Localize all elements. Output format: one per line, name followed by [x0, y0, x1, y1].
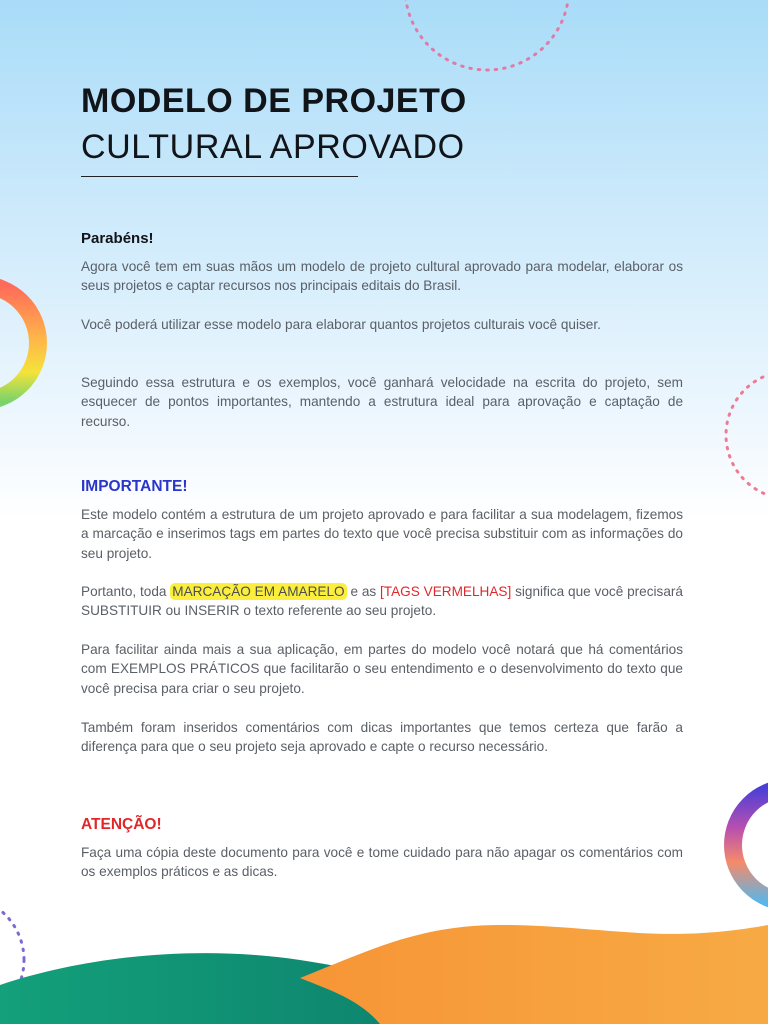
title-line-1: MODELO DE PROJETO — [81, 82, 467, 120]
important-paragraph-3-wrap — [81, 640, 683, 698]
intro-paragraph-3-wrap — [81, 373, 683, 431]
p2-text-before: Portanto, toda — [81, 584, 171, 599]
intro-paragraph-3: Seguindo essa estrutura e os exemplos, você ganhará velocidade na escrita do projeto, sem esquecer de pontos importantes, mantendo a estrutura ideal para aprovação e captação de recurso. — [81, 375, 683, 429]
p2-text-middle: e as — [346, 584, 381, 599]
important-paragraph-3: Para facilitar ainda mais a sua aplicação, em partes do modelo você notará que há comentários com EXEMPLOS PRÁTICOS que facilitarão o seu entendimento e o desenvolvimento do texto que você precisa para criar o seu projeto. — [81, 642, 683, 696]
intro-heading: Parabéns! — [81, 230, 154, 247]
important-heading: IMPORTANTE! — [81, 478, 188, 495]
important-paragraph-4: Também foram inseridos comentários com dicas importantes que temos certeza que farão a diferença para que o seu projeto seja aprovado e capte o recurso necessário. — [81, 720, 683, 755]
gradient-ring-right — [733, 788, 768, 902]
important-paragraph-4-wrap — [81, 718, 683, 757]
gradient-ring-left — [0, 285, 38, 401]
yellow-highlight-sample: MARCAÇÃO EM AMARELO — [172, 584, 345, 599]
red-tag-sample: [TAGS VERMELHAS] — [380, 584, 512, 599]
dotted-arc-right — [726, 371, 768, 499]
intro-paragraph-2: Você poderá utilizar esse modelo para elaborar quantos projetos culturais você quiser. — [81, 317, 601, 332]
p2-text-after: significa que você precisará SUBSTITUIR ou INSERIR o texto referente ao seu projeto. — [81, 584, 683, 619]
attention-paragraph-1: Faça uma cópia deste documento para você e tome cuidado para não apagar os comentários com os exemplos práticos e as dicas. — [81, 845, 683, 880]
title-line-2: CULTURAL APROVADO — [81, 128, 465, 166]
important-paragraph-1-wrap — [81, 505, 683, 563]
important-paragraph-1: Este modelo contém a estrutura de um projeto aprovado e para facilitar a sua modelagem, fizemos a marcação e inserimos tags em partes do texto que você precisa substituir com as informações do seu projeto. — [81, 507, 683, 561]
important-paragraph-2-wrap — [81, 582, 683, 621]
attention-paragraph-1-wrap — [81, 843, 683, 882]
intro-paragraph-1-wrap — [81, 257, 683, 296]
important-paragraph-2 — [81, 582, 683, 621]
dotted-arc-top — [405, 0, 569, 70]
section-important — [81, 477, 683, 497]
section-intro — [81, 229, 683, 249]
intro-paragraph-1: Agora você tem em suas mãos um modelo de projeto cultural aprovado para modelar, elaborar os seus projetos e captar recursos nos principais editais do Brasil. — [81, 259, 683, 294]
attention-heading: ATENÇÃO! — [81, 816, 162, 833]
intro-paragraph-2-wrap — [81, 315, 683, 334]
title-underline — [81, 176, 358, 177]
section-attention — [81, 815, 683, 835]
